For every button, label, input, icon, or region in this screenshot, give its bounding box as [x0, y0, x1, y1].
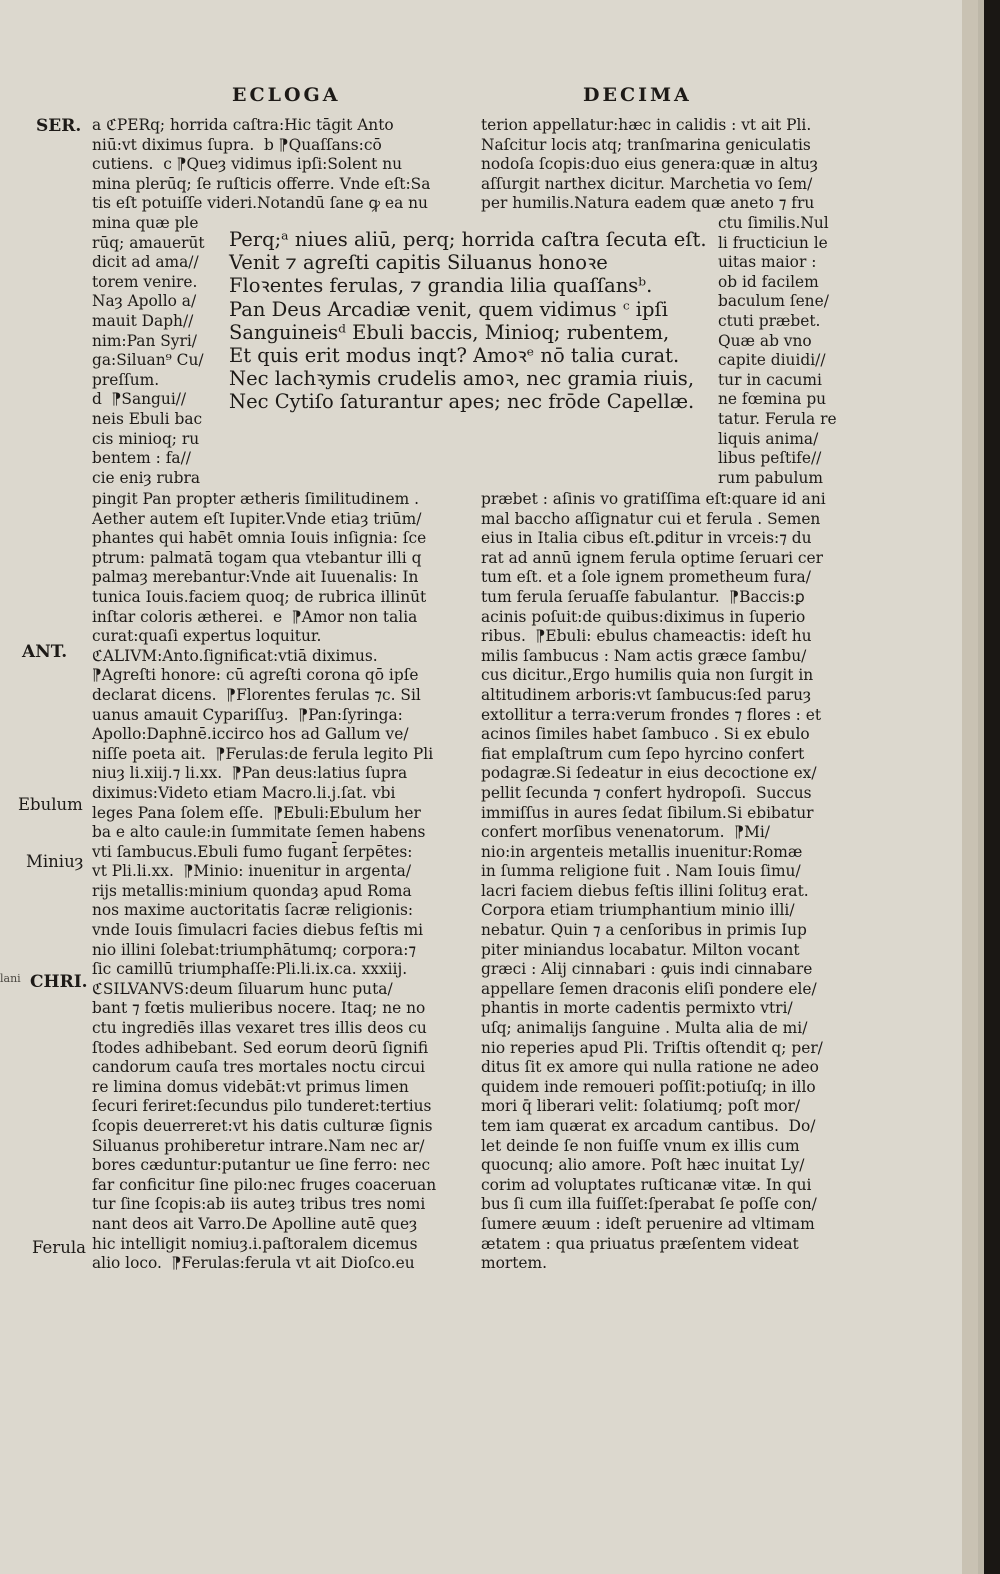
text-line: ctu ingrediēs illas vexaret tres illis deos cu [92, 1019, 427, 1038]
text-line: vti ſambucus.Ebuli fumo fugant̄ ſerpētes: [92, 842, 413, 861]
text-line: rūq; amauerūt [92, 233, 205, 252]
text-line: uanus amauit Cypariſſuȝ. ⁋Pan:ſyringa: [92, 705, 403, 724]
text-line: per humilis.Natura eadem quæ aneto ⁊ fru [481, 194, 815, 213]
text-line: tunica Iouis.faciem quoq; de rubrica illinūt [92, 587, 427, 606]
verse-line: Pan Deus Arcadiæ venit, quem vidimus ᶜ ipſi [229, 297, 668, 321]
gloss-right [718, 214, 850, 488]
text-line: mal baccho aſſignatur cui et ferula . Semen [481, 509, 821, 528]
text-line: diximus:Videto etiam Macro.li.j.ſat. vbi [92, 783, 396, 802]
page-edge [962, 0, 978, 1574]
text-line: tum ferula ſeruaſſe fabulantur. ⁋Baccis:ꝑ [481, 587, 805, 606]
text-line: torem venire. [92, 272, 198, 291]
text-line: cis minioq; ru [92, 429, 200, 448]
text-line: ℭSILVANVS:deum ſiluarum hunc puta/ [92, 979, 393, 998]
text-line: aſſurgit narthex dicitur. Marchetia vo ſem/ [481, 174, 813, 193]
text-line: pellit ſecunda ⁊ confert hydropoſi. Succus [481, 783, 812, 802]
running-header-right: DECIMA [583, 84, 692, 106]
text-line: rum pabulum [718, 468, 823, 487]
text-line: declarat dicens. ⁋Florentes ferulas ⁊c. Sil [92, 685, 421, 704]
text-line: podagræ.Si ſedeatur in eius decoctione ex/ [481, 764, 817, 783]
text-line: cie eniȝ rubra [92, 468, 201, 487]
text-line: hic intelligit nomiuȝ.i.paſtoralem dicemus [92, 1234, 418, 1253]
text-line: præbet : aſinis vo gratiſſima eſt:quare id ani [481, 490, 826, 508]
verse-line: Nec lachꝛymis crudelis amoꝛ, nec gramia riuis, [229, 367, 695, 391]
text-line: nim:Pan Syri/ [92, 331, 197, 350]
text-line: corim ad voluptates ruſticanæ vitæ. In qui [481, 1175, 812, 1194]
text-line: dicit ad ama// [92, 253, 199, 272]
text-line: ſumere æuum : ideſt peruenire ad vltimam [481, 1214, 815, 1233]
text-line: tatur. Ferula re [718, 409, 837, 428]
text-line: ribus. ⁋Ebuli: ebulus chameactis: ideſt hu [481, 627, 812, 646]
verse-line: Venit ⁊ agreſti capitis Siluanus honoꝛe [229, 251, 608, 275]
text-line: tis eſt potuiſſe videri.Notandū ſane ꝙ ea nu [92, 194, 428, 213]
text-line: vt Pli.li.xx. ⁋Minio: inuenitur in argenta/ [92, 862, 412, 881]
margin-note-minium: Miniuȝ [26, 852, 84, 871]
commentary-top-left [92, 116, 472, 214]
text-line: phantes qui habēt omnia Iouis inſignia: ſce [92, 529, 427, 548]
gloss-left [92, 214, 224, 488]
text-line: confert morſibus venenatorum. ⁋Mi/ [481, 823, 770, 842]
text-line: bentem : fa// [92, 449, 191, 468]
text-line: nebatur. Quin ⁊ a cenſoribus in primis Iup [481, 921, 807, 940]
text-line: rat ad annū ignem ferula optime ſeruari cer [481, 548, 824, 567]
text-line: ctu ſimilis.Nul [718, 214, 829, 232]
outer-margin-fragment: lani [0, 972, 21, 985]
text-line: let deinde ſe non fuiſſe vnum ex illis cum [481, 1136, 800, 1155]
text-line: ne fœmina pu [718, 390, 827, 409]
text-line: Naȝ Apollo a/ [92, 292, 197, 311]
text-line: candorum cauſa tres mortales noctu circui [92, 1058, 426, 1077]
text-line: tur ſine ſcopis:ab iis auteȝ tribus tres nomi [92, 1195, 426, 1214]
text-line: niū:vt diximus ſupra. b ⁋Quaſſans:cō [92, 135, 382, 154]
text-line: neis Ebuli bac [92, 409, 203, 428]
text-line: uſq; animalijs ſanguine . Multa alia de mi/ [481, 1019, 808, 1038]
text-line: mina quæ ple [92, 214, 199, 232]
margin-label-ser: SER. [36, 116, 82, 136]
text-line: terion appellatur:hæc in calidis : vt ait Pli. [481, 116, 812, 134]
margin-note-ferula: Ferula [32, 1238, 86, 1257]
text-line: a ℭPERq; horrida caſtra:Hic tāgit Anto [92, 116, 394, 134]
verse-line: Perq;ᵃ niues aliū, perq; horrida caſtra ſecuta eſt. [229, 228, 707, 251]
commentary-left-column [92, 490, 476, 1274]
text-line: re limina domus videbāt:vt primus limen [92, 1077, 409, 1096]
margin-note-ebulum: Ebulum [18, 795, 83, 814]
text-line: uitas maior : [718, 253, 817, 272]
text-line: ℭALIVM:Anto.ſignificat:vtiā diximus. [92, 646, 378, 665]
text-line: tem iam quærat ex arcadum cantibus. Do/ [481, 1117, 816, 1135]
text-line: far conficitur ſine pilo:nec fruges coaceruan [92, 1175, 437, 1194]
text-line: bant ⁊ fœtis mulieribus nocere. Itaq; ne no [92, 999, 426, 1018]
text-line: fiat emplaſtrum cum ſepo hyrcino confert [481, 744, 805, 763]
text-line: Siluanus prohiberetur intrare.Nam nec ar/ [92, 1136, 425, 1155]
text-line: li fructiciun le [718, 233, 828, 252]
text-line: ſtodes adhibebant. Sed eorum deorū ſignifi [92, 1038, 429, 1057]
text-line: nio illini ſolebat:triumphātumq; corpora:⁊ [92, 940, 417, 959]
text-line: d ⁋Sangui// [92, 390, 187, 409]
text-line: in ſumma religione fuit . Nam Iouis ſimu/ [481, 862, 801, 881]
text-line: extollitur a terra:verum frondes ⁊ flores : et [481, 705, 822, 724]
text-line: mortem. [481, 1254, 547, 1273]
verse-block [229, 228, 707, 414]
text-line: tum eſt. et a ſole ignem prometheum fura/ [481, 568, 811, 587]
text-line: nos maxime auctoritatis ſacræ religionis: [92, 901, 414, 920]
text-line: acinos ſimiles habet ſambuco . Si ex ebulo [481, 725, 810, 744]
commentary-top-right [481, 116, 851, 214]
text-line: ſcopis deuerreret:vt his datis culturæ ſignis [92, 1117, 433, 1135]
margin-label-chri: CHRI. [30, 972, 88, 992]
text-line: preſſum. [92, 370, 160, 389]
text-line: altitudinem arboris:vt ſambucus:ſed paruȝ [481, 685, 812, 704]
text-line: baculum ſene/ [718, 292, 829, 311]
text-line: quocunq; alio amore. Poſt hæc inuitat Ly/ [481, 1156, 805, 1175]
text-line: ætatem : qua priuatus præſentem videat [481, 1234, 799, 1253]
text-line: niuȝ li.xiij.⁊ li.xx. ⁋Pan deus:latius ſupra [92, 764, 408, 783]
text-line: piter miniandus locabatur. Milton vocant [481, 940, 800, 959]
text-line: inſtar coloris ætherei. e ⁋Amor non talia [92, 607, 418, 626]
verse-line: Nec Cytiſo ſaturantur apes; nec frōde Capellæ. [229, 390, 695, 414]
text-line: Naſcitur locis atq; tranſmarina geniculatis [481, 135, 811, 154]
text-line: Aether autem eſt Iupiter.Vnde etiaȝ triūm/ [92, 509, 422, 528]
verse-line: Et quis erit modus inqt? Amoꝛᵉ nō talia curat. [229, 344, 680, 368]
verse-line: Floꝛentes ferulas, ⁊ grandia lilia quaſſansᵇ. [229, 274, 653, 298]
text-line: mauit Daph// [92, 311, 194, 330]
text-line: capite diuidi// [718, 351, 826, 370]
text-line: nio:in argenteis metallis inuenitur:Romæ [481, 842, 803, 861]
text-line: immiſſus in aures ſedat ſibilum.Si ebibatur [481, 803, 814, 822]
text-line: ſecuri feriret:ſecundus pilo tunderet:tertius [92, 1097, 432, 1116]
text-line: Quæ ab vno [718, 331, 812, 350]
text-line: leges Pana ſolem eſſe. ⁋Ebuli:Ebulum her [92, 803, 421, 822]
text-line: tur in cacumi [718, 370, 822, 389]
text-line: græci : Alij cinnabari : ꝙuis indi cinnabare [481, 960, 813, 979]
text-line: palmaȝ merebantur:Vnde ait Iuuenalis: In [92, 568, 419, 587]
text-line: niſſe poeta ait. ⁋Ferulas:de ferula legito Pli [92, 744, 434, 763]
text-line: acinis poſuit:de quibus:diximus in ſuperio [481, 607, 806, 626]
text-line: ba e alto caule:in ſummitate ſemen habens [92, 823, 426, 842]
text-line: ſic camillū triumphaſſe:Pli.li.ix.ca. xxxiij. [92, 960, 408, 979]
text-line: appellare ſemen draconis eliſi pondere ele/ [481, 979, 817, 998]
text-line: bores cæduntur:putantur ue ſine ferro: nec [92, 1156, 431, 1175]
text-line: Apollo:Daphnē.iccirco hos ad Gallum ve/ [92, 725, 409, 744]
text-line: quidem inde remoueri poſſit:potiuſq; in illo [481, 1077, 816, 1096]
text-line: lacri faciem diebus feſtis illini ſolituȝ erat. [481, 881, 809, 900]
text-line: liquis anima/ [718, 429, 819, 448]
text-line: milis ſambucus : Nam actis græce ſambu/ [481, 646, 807, 665]
text-line: bus ſi cum illa fuiſſet:ſperabat ſe poſſe con/ [481, 1195, 817, 1214]
text-line: nant deos ait Varro.De Apolline autē queȝ [92, 1214, 418, 1233]
margin-label-ant: ANT. [22, 642, 68, 662]
text-line: cus dicitur.‚Ergo humilis quia non ſurgit in [481, 666, 814, 685]
text-line: nio reperies apud Pli. Triſtis oſtendit q; per/ [481, 1038, 823, 1057]
text-line: ga:Siluan⁹ Cu/ [92, 351, 204, 370]
text-line: ditus ſit ex amore qui nulla ratione ne adeo [481, 1058, 819, 1077]
text-line: libus peſtife// [718, 449, 822, 468]
running-header-left: ECLOGA [232, 84, 341, 106]
text-line: ctuti præbet. [718, 311, 821, 330]
text-line: alio loco. ⁋Ferulas:ferula vt ait Dioſco.eu [92, 1254, 415, 1273]
verse-line: Sanguineisᵈ Ebuli baccis, Minioq; rubentem, [229, 320, 670, 344]
text-line: ob id facilem [718, 272, 819, 291]
text-line: eius in Italia cibus eſt.ꝑditur in vrceis:⁊ du [481, 529, 812, 548]
text-line: phantis in morte cadentis permixto vtri/ [481, 999, 793, 1018]
commentary-right-column [481, 490, 851, 1274]
text-line: mina plerūq; ſe ruſticis offerre. Vnde eſt:Sa [92, 174, 431, 193]
text-line: cutiens. c ⁋Queȝ vidimus ipſi:Solent nu [92, 155, 403, 174]
text-line: mori q̄ liberari velit: ſolatiumq; poſt mor/ [481, 1097, 801, 1116]
text-line: curat:quaſi expertus loquitur. [92, 627, 322, 646]
text-line: ⁋Agreſti honore: cū agreſti corona qō ipſe [92, 666, 419, 685]
text-line: nodoſa ſcopis:duo eius genera:quæ in altuȝ [481, 155, 818, 174]
text-line: ptrum: palmatā togam qua vtebantur illi q [92, 548, 422, 567]
text-line: pingit Pan propter ætheris ſimilitudinem . [92, 490, 420, 508]
text-line: vnde Iouis ſimulacri facies diebus feſtis mi [92, 921, 424, 940]
text-line: Corpora etiam triumphantium minio illi/ [481, 901, 795, 920]
text-line: rijs metallis:minium quondaȝ apud Roma [92, 881, 412, 900]
